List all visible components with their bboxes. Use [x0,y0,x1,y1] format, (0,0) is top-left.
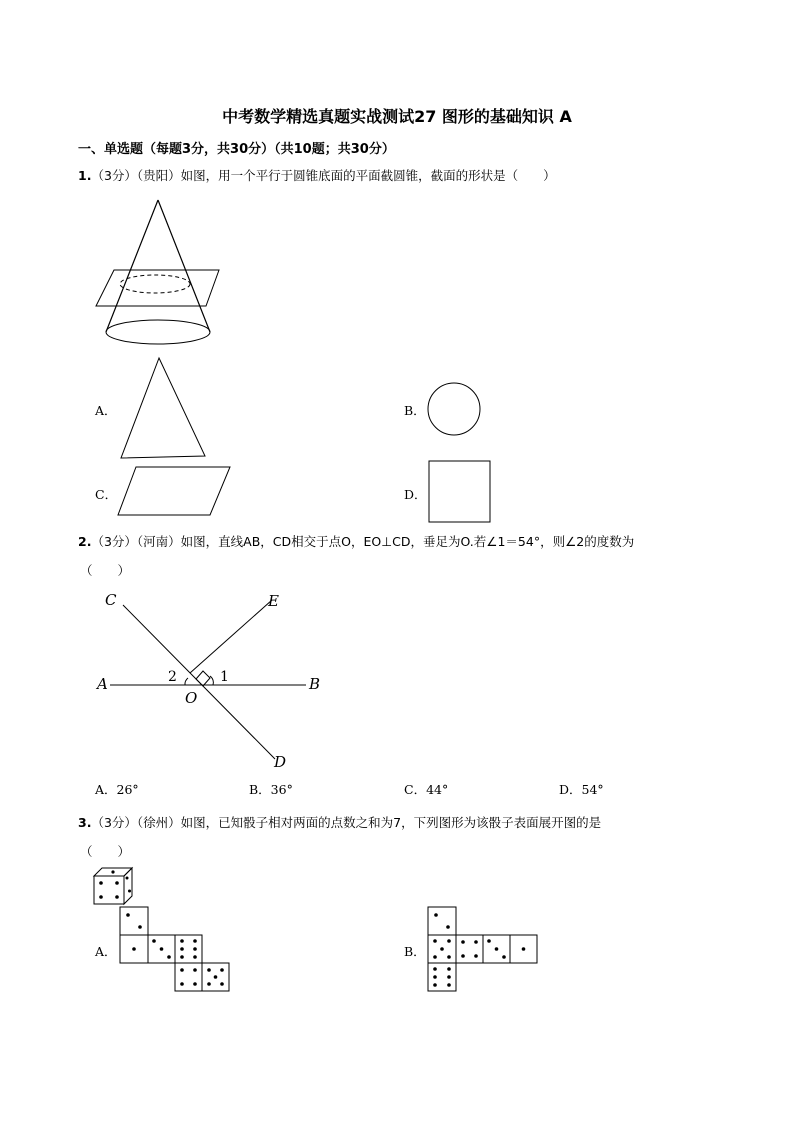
cone-left-edge [106,200,158,332]
q2-option-b: B．36° [249,782,293,797]
q1-option-c: C． [95,487,118,502]
question-score-source: （3分）（贵阳） [91,168,181,183]
intersecting-lines-figure [90,585,330,775]
label-angle1: 1 [220,669,229,685]
question-number: 2. [78,534,92,549]
q2-answer-paren: （ ） [80,563,131,578]
angle2-arc [185,678,188,685]
right-angle-mark [196,671,210,686]
angle1-arc [210,676,213,685]
q3-answer-paren: （ ） [80,844,131,859]
q1-option-b: B． [404,403,426,418]
label-c: C [105,591,117,609]
section-heading: 一、单选题（每题3分，共30分）（共10题；共30分） [78,142,395,157]
label-o: O [185,689,198,707]
question-score-source: （3分）（徐州） [91,815,181,830]
section-ellipse [120,275,190,293]
question-number: 3. [78,815,92,830]
q2-option-c: C．44° [404,782,449,797]
ray-oe [190,600,272,673]
label-b: B [309,675,321,693]
label-a: A [97,675,108,693]
question-2 [78,532,634,550]
q3-option-b: B． [404,944,426,959]
dice-net-b [427,906,539,992]
cone-base [106,320,210,344]
question-1 [78,166,556,184]
q2-option-d: D．54° [559,782,604,797]
question-number: 1. [78,168,92,183]
question-score-source: （3分）（河南） [91,534,181,549]
parallelogram-shape-icon [116,464,236,518]
question-text: 如图，用一个平行于圆锥底面的平面截圆锥，截面的形状是（ ） [180,168,556,183]
page-title: 中考数学精选真题实战测试27 图形的基础知识 A [222,107,572,126]
question-text: 如图，直线AB，CD相交于点O，EO⊥CD，垂足为O.若∠1＝54°，则∠2的度数为 [180,534,635,549]
cone-cut-figure [88,192,228,352]
q3-option-a: A． [95,944,117,959]
question-text: 如图，已知骰子相对两面的点数之和为7，下列图形为该骰子表面展开图的是 [180,815,602,830]
cone-right-edge [158,200,210,332]
dice-cube-figure [92,866,137,908]
q1-option-a: A． [95,403,117,418]
square-shape-icon [427,459,493,525]
label-e: E [268,592,279,610]
dice-net-a [119,906,231,992]
q1-option-d: D． [404,487,427,502]
q2-option-a: A．26° [95,782,139,797]
label-d: D [274,753,287,771]
question-3 [78,813,601,831]
label-angle2: 2 [168,669,177,685]
circle-shape-icon [424,380,484,440]
triangle-shape-icon [117,354,207,464]
